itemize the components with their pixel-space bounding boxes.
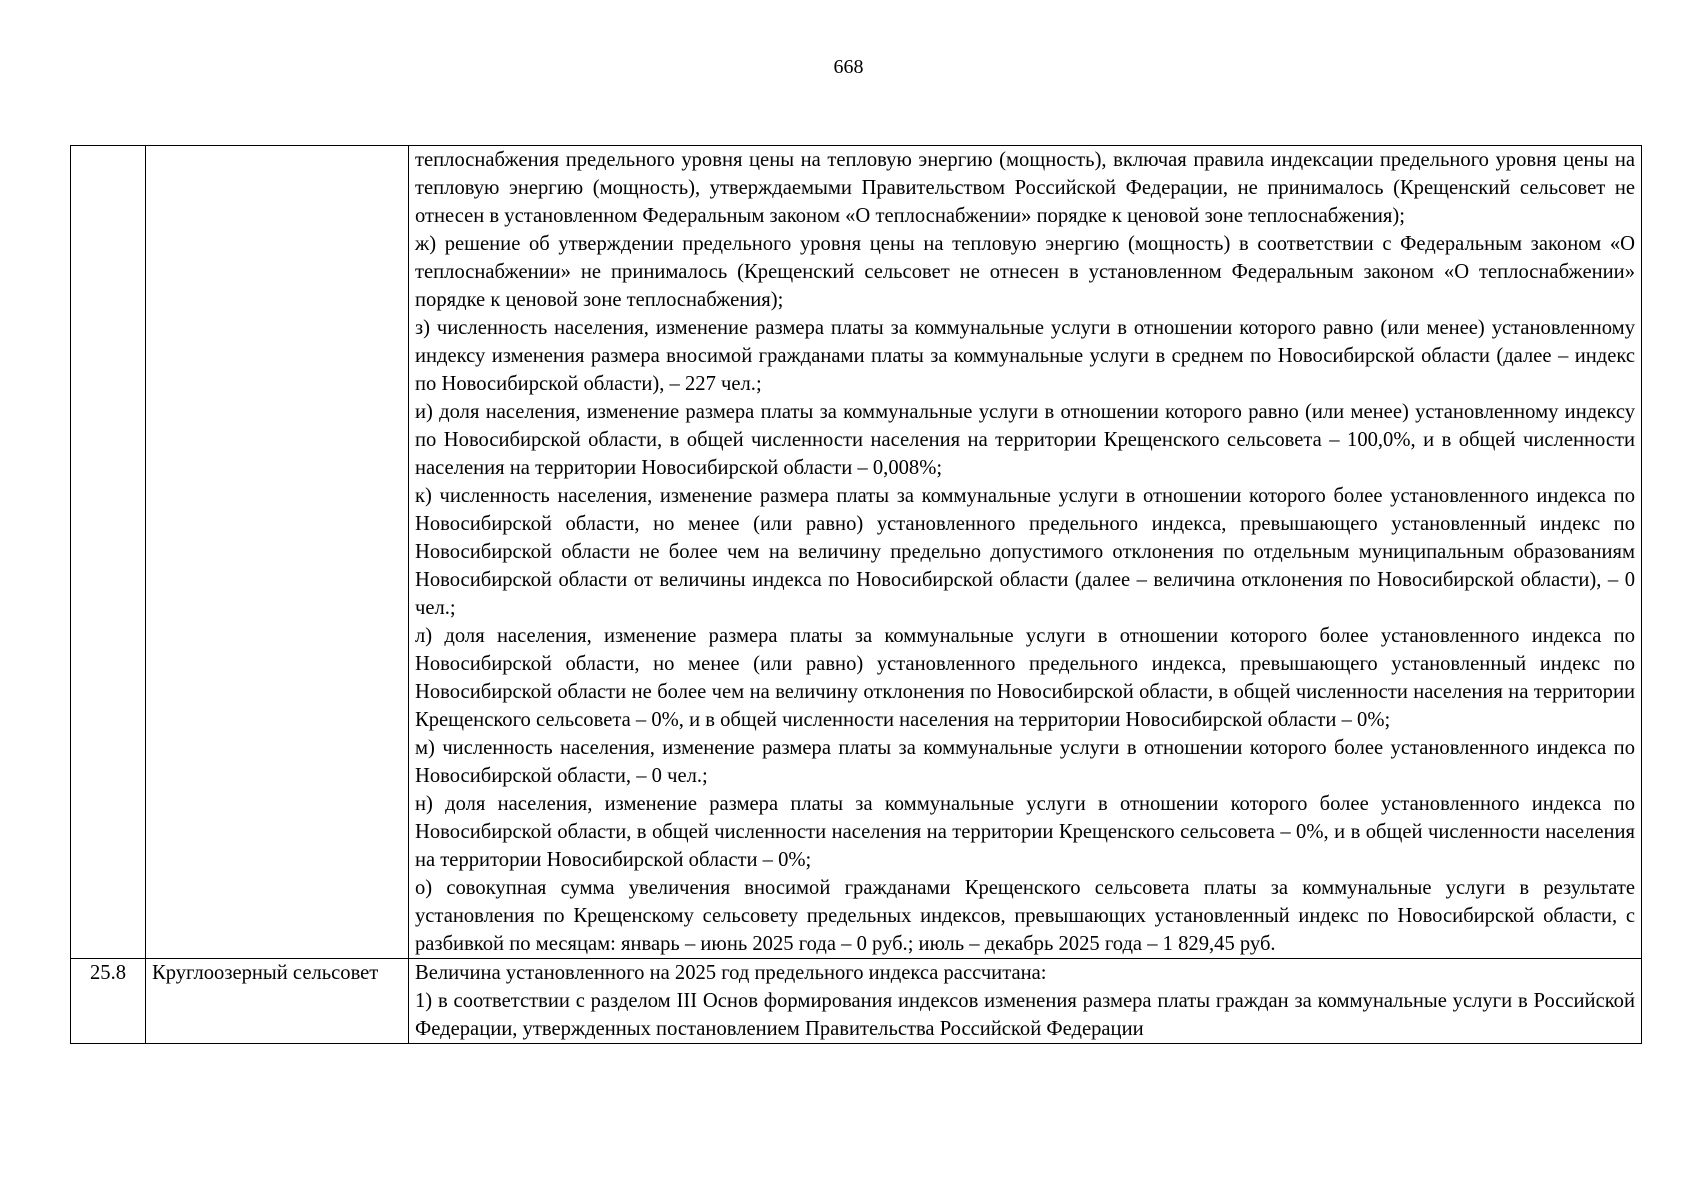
paragraph-z: з) численность населения, изменение размера платы за коммунальные услуги в отношении которого равно (или менее) установленному индексу изменения размера вносимой гражданами платы за коммунальные услуги в среднем по Новосибирской области (далее – индекс по Новосибирской области), – 227 чел.; — [415, 317, 1635, 395]
table-row — [71, 959, 1642, 1044]
paragraph: теплоснабжения предельного уровня цены на тепловую энергию (мощность), включая правила индексации предельного уровня цены на тепловую энергию (мощность), утверждаемыми Правительством Российской Федерации, не принималось (Крещенский сельсовет не отнесен в установленном Федеральным законом «О теплоснабжении» порядке к ценовой зоне теплоснабжения); — [415, 149, 1635, 227]
paragraph-intro: Величина установленного на 2025 год предельного индекса рассчитана: — [415, 962, 1047, 984]
paragraph-n: н) доля населения, изменение размера платы за коммунальные услуги в отношении которого более установленного индекса по Новосибирской области, в общей численности населения на территории Крещенского сельсовета – 0%, и в общей численности населения на территории Новосибирской области – 0%; — [415, 793, 1635, 871]
document-table — [70, 145, 1642, 1044]
municipality-name-cell — [146, 146, 409, 959]
paragraph-o: о) совокупная сумма увеличения вносимой гражданами Крещенского сельсовета платы за коммунальные услуги в результате установления по Крещенскому сельсовету предельных индексов, превышающих установленный индекс по Новосибирской области, с разбивкой по месяцам: январь – июнь 2025 года – 0 руб.; июль – декабрь 2025 года – 1 829,45 руб. — [415, 877, 1635, 955]
paragraph-i: и) доля населения, изменение размера платы за коммунальные услуги в отношении которого равно (или менее) установленному индексу по Новосибирской области, в общей численности населения на территории Крещенского сельсовета – 100,0%, и в общей численности населения на территории Новосибирской области – 0,008%; — [415, 401, 1635, 479]
paragraph-k: к) численность населения, изменение размера платы за коммунальные услуги в отношении которого более установленного индекса по Новосибирской области, но менее (или равно) установленного предельного индекса, превышающего установленный индекс по Новосибирской области не более чем на величину предельно допустимого отклонения по отдельным муниципальным образованиям Новосибирской области от величины индекса по Новосибирской области (далее – величина отклонения по Новосибирской области), – 0 чел.; — [415, 485, 1635, 619]
paragraph-1: 1) в соответствии с разделом III Основ формирования индексов изменения размера платы граждан за коммунальные услуги в Российской Федерации, утвержденных постановлением Правительства Российской Федерации — [415, 990, 1635, 1040]
description-cell — [409, 959, 1642, 1044]
page-number: 668 — [833, 56, 864, 78]
table-row — [71, 146, 1642, 959]
row-number-cell — [71, 146, 146, 959]
paragraph-m: м) численность населения, изменение размера платы за коммунальные услуги в отношении которого более установленного индекса по Новосибирской области, – 0 чел.; — [415, 737, 1635, 787]
description-cell — [409, 146, 1642, 959]
row-number-cell: 25.8 — [71, 959, 146, 1044]
paragraph-zh: ж) решение об утверждении предельного уровня цены на тепловую энергию (мощность) в соответствии с Федеральным законом «О теплоснабжении» не принималось (Крещенский сельсовет не отнесен в установленном Федеральным законом «О теплоснабжении» порядке к ценовой зоне теплоснабжения); — [415, 233, 1635, 311]
paragraph-l: л) доля населения, изменение размера платы за коммунальные услуги в отношении которого более установленного индекса по Новосибирской области, но менее (или равно) установленного предельного индекса, превышающего установленный индекс по Новосибирской области не более чем на величину отклонения по Новосибирской области, в общей численности населения на территории Крещенского сельсовета – 0%, и в общей численности населения на территории Новосибирской области – 0%; — [415, 625, 1635, 731]
municipality-name-cell: Круглоозерный сельсовет — [146, 959, 409, 1044]
